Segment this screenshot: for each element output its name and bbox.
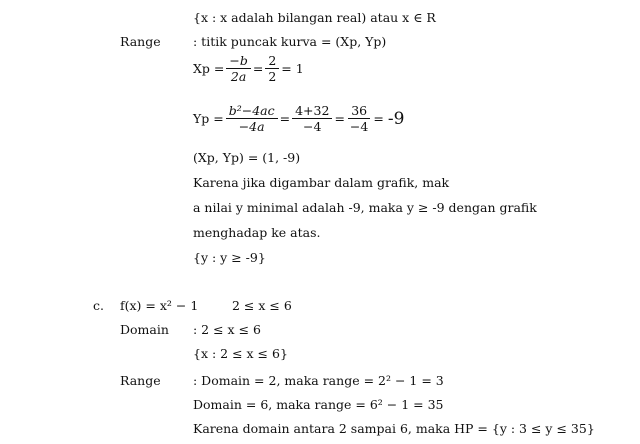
yp-equals-3: = (373, 110, 384, 126)
part-c-domain-label: Domain (120, 322, 169, 337)
vertex-definition: : titik puncak kurva = (Xp, Yp) (193, 34, 387, 49)
part-c-condition: 2 ≤ x ≤ 6 (232, 298, 292, 313)
vertex-result: (Xp, Yp) = (1, -9) (193, 150, 301, 165)
yp-formula (193, 104, 404, 133)
yp-equals-1: = (279, 110, 291, 126)
yp-f1-denominator: −4a (238, 119, 265, 134)
yp-fraction-1 (226, 104, 278, 133)
yp-f2-numerator: 4+32 (292, 104, 332, 119)
explanation-line-1: Karena jika digambar dalam grafik, mak (193, 175, 450, 190)
part-c-range-line-2: Domain = 6, maka range = 6² − 1 = 35 (193, 397, 444, 412)
xp-f2-denominator: 2 (268, 69, 277, 84)
explanation-line-2: a nilai y minimal adalah -9, maka y ≥ -9 dengan grafik (193, 200, 537, 215)
part-c-range-label: Range (120, 373, 161, 388)
xp-f1-denominator: 2a (230, 69, 247, 84)
range-label: Range (120, 34, 161, 49)
xp-formula (193, 54, 304, 83)
yp-f2-denominator: −4 (303, 119, 322, 134)
yp-equals-2: = (334, 110, 345, 126)
yp-f3-numerator: 36 (348, 104, 370, 119)
yp-result: -9 (387, 108, 405, 129)
yp-prefix: Yp = (193, 110, 224, 126)
xp-f1-numerator: −b (226, 54, 250, 69)
xp-f2-numerator: 2 (265, 54, 279, 69)
part-c-range-line-1: : Domain = 2, maka range = 2² − 1 = 3 (193, 373, 444, 388)
xp-fraction-2 (265, 54, 279, 83)
part-c-domain-value: : 2 ≤ x ≤ 6 (193, 322, 261, 337)
domain-set-text: {x : x adalah bilangan real) atau x ∈ R (193, 10, 436, 25)
xp-result: = 1 (281, 60, 304, 76)
yp-f3-denominator: −4 (349, 119, 369, 134)
xp-equals-1: = (252, 60, 264, 76)
yp-f1-numerator: b²−4ac (226, 104, 278, 119)
xp-fraction-1 (226, 54, 250, 83)
explanation-line-3: menghadap ke atas. (193, 225, 321, 240)
part-c-domain-set: {x : 2 ≤ x ≤ 6} (193, 346, 288, 361)
yp-fraction-2 (292, 104, 332, 133)
part-c-function: f(x) = x² − 1 (120, 298, 199, 313)
xp-prefix: Xp = (193, 60, 225, 76)
range-set: {y : y ≥ -9} (193, 250, 266, 265)
part-c-marker: c. (93, 298, 104, 313)
yp-fraction-3 (347, 104, 371, 133)
part-c-range-line-3: Karena domain antara 2 sampai 6, maka HP = {y : 3 ≤ y ≤ 35} (193, 421, 595, 436)
